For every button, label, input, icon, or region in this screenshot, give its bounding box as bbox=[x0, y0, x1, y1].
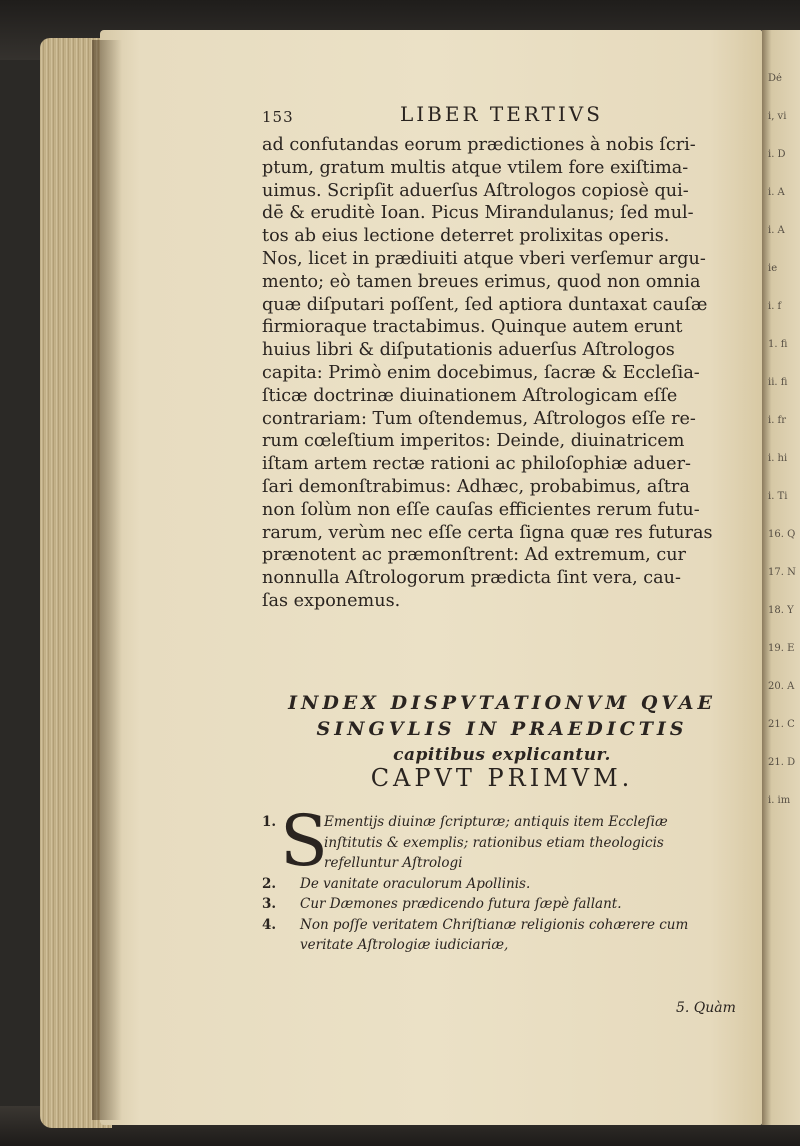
facing-fragment: 19. E bbox=[768, 643, 795, 654]
toc-text-line: Ementijs diuinæ ſcripturæ; antiquis item Eccleſiæ bbox=[324, 814, 668, 830]
facing-fragment: i. fr bbox=[768, 415, 787, 426]
toc-text-line: De vanitate oraculorum Apollinis. bbox=[300, 875, 531, 892]
facing-fragment: i. A bbox=[768, 225, 785, 236]
toc-entry bbox=[262, 800, 752, 882]
text-line: rum cœleſtium imperitos: Deinde, diuinatricem bbox=[262, 431, 685, 452]
text-line: ſari demonſtrabimus: Adhæc, probabimus, aſtra bbox=[262, 476, 690, 497]
facing-fragment: i. hi bbox=[768, 453, 788, 464]
text-line: huius libri & diſputationis aduerſus Aſtrologos bbox=[262, 340, 675, 361]
toc-entry bbox=[262, 915, 752, 956]
toc-number: 2. bbox=[262, 875, 277, 892]
text-line: quæ diſputari poſſent, ſed aptiora duntaxat cauſæ bbox=[262, 294, 708, 315]
text-line: mento; eò tamen breues erimus, quod non omnia bbox=[262, 271, 701, 292]
facing-fragment: ii. fi bbox=[768, 377, 788, 388]
text-line: nonnulla Aſtrologorum prædicta ſint vera, cau- bbox=[262, 568, 681, 589]
body-paragraph bbox=[262, 134, 742, 613]
table-of-contents bbox=[262, 800, 752, 956]
text-line: uimus. Scripſit aduerſus Aſtrologos copiosè qui- bbox=[262, 180, 689, 201]
text-line: ptum, gratum multis atque vtilem fore exiſtima- bbox=[262, 157, 689, 178]
index-title-line-1: INDEX DISPVTATIONVM QVAE bbox=[288, 692, 716, 714]
drop-cap: S bbox=[280, 800, 328, 882]
text-line: capita: Primò enim docebimus, ſacræ & Eccleſia- bbox=[262, 362, 700, 383]
facing-fragment: i. f bbox=[768, 301, 782, 312]
facing-fragment: 1. fi bbox=[768, 339, 788, 350]
text-line: rarum, verùm nec eſſe certa ſigna quæ res futuras bbox=[262, 522, 713, 543]
text-line: contrariam: Tum oſtendemus, Aſtrologos eſſe re- bbox=[262, 408, 696, 429]
running-title: LIBER TERTIVS bbox=[400, 102, 603, 126]
text-line: non ſolùm non eſſe cauſas efficientes rerum futu- bbox=[262, 499, 700, 520]
text-line: Nos, licet in prædiuiti atque vberi verſemur argu- bbox=[262, 248, 706, 269]
facing-fragment: i. im bbox=[768, 795, 791, 806]
facing-fragment: i. A bbox=[768, 187, 785, 198]
text-line: firmioraque tractabimus. Quinque autem erunt bbox=[262, 317, 683, 338]
text-line: prænotent ac præmonſtrent: Ad extremum, cur bbox=[262, 545, 686, 566]
facing-fragment: Dé bbox=[768, 73, 782, 84]
toc-text-line: veritate Aſtrologiæ iudiciariæ, bbox=[300, 937, 509, 953]
facing-fragment: 21. C bbox=[768, 719, 795, 730]
facing-fragment: 16. Q bbox=[768, 529, 796, 540]
toc-text-line: Cur Dæmones prædicendo futura ſæpè fallant. bbox=[300, 896, 622, 912]
toc-entry bbox=[262, 874, 752, 895]
toc-number: 4. bbox=[262, 916, 277, 933]
toc-text-line: inſtitutis & exemplis; rationibus etiam theologicis bbox=[324, 834, 664, 851]
page-number: 153 bbox=[262, 108, 294, 126]
facing-fragment: i, vi bbox=[768, 111, 787, 122]
text-line: ſas exponemus. bbox=[262, 590, 401, 611]
index-title-line-3: capitibus explicantur. bbox=[393, 745, 611, 765]
facing-fragment: i. Ti bbox=[768, 491, 788, 502]
toc-text-line: Non poſſe veritatem Chriſtianæ religionis cohærere cum bbox=[300, 916, 689, 933]
facing-fragment: ie bbox=[768, 263, 778, 274]
toc-number: 1. bbox=[262, 814, 277, 830]
index-title-line-2: SINGVLIS IN PRAEDICTIS bbox=[316, 718, 688, 740]
facing-fragment: 21. D bbox=[768, 757, 796, 768]
text-line: ſticæ doctrinæ diuinationem Aſtrologicam eſſe bbox=[262, 385, 678, 406]
text-line: tos ab eius lectione deterret prolixitas operis. bbox=[262, 226, 670, 247]
gutter-shadow bbox=[92, 40, 122, 1120]
text-line: ad confutandas eorum prædictiones à nobis ſcri- bbox=[262, 135, 696, 155]
toc-entry bbox=[262, 894, 752, 915]
toc-number: 3. bbox=[262, 896, 277, 912]
catchword: 5. Quàm bbox=[676, 1000, 736, 1016]
index-title bbox=[262, 690, 742, 768]
facing-fragment: 17. N bbox=[768, 567, 796, 578]
text-line: dē & eruditè Ioan. Picus Mirandulanus; ſed mul- bbox=[262, 203, 694, 224]
chapter-heading: CAPVT PRIMVM. bbox=[370, 764, 634, 792]
facing-fragment: 20. A bbox=[768, 681, 795, 692]
facing-page-fragments bbox=[768, 60, 800, 820]
page-header bbox=[262, 102, 702, 132]
facing-fragment: 18. Y bbox=[768, 605, 794, 616]
text-line: iſtam artem rectæ rationi ac philoſophiæ aduer- bbox=[262, 454, 691, 475]
toc-text-line: refelluntur Aſtrologi bbox=[324, 855, 463, 871]
facing-fragment: i. D bbox=[768, 149, 786, 160]
